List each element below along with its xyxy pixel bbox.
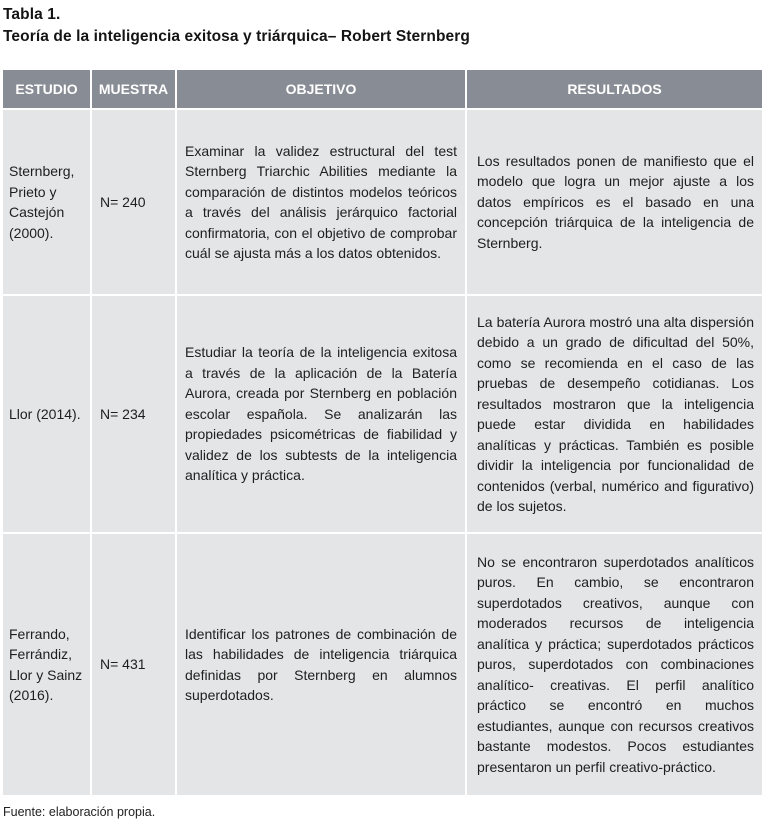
cell-resultados: La batería Aurora mostró una alta dispersión debido a un grado de dificultad del 50%, como se recomienda en el caso de las pruebas de desempeño cotidianas. Los resultados mostraron que la inteligencia puede estar dividida en habilidades analíticas y prácticas. También es posible dividir la inteligencia por funcionalidad de contenidos (verbal, numérico and figurativo) de los sujetos.: [466, 295, 762, 533]
cell-objetivo: Identificar los patrones de combinación de las habilidades de inteligencia triárquica definidas por Sternberg en alumnos superdotados.: [176, 533, 466, 795]
header-estudio: ESTUDIO: [3, 70, 91, 109]
table-header-row: [3, 70, 762, 109]
header-objetivo: OBJETIVO: [176, 70, 466, 109]
table-title: Teoría de la inteligencia exitosa y triárquica– Robert Sternberg: [3, 28, 470, 45]
cell-estudio: Llor (2014).: [3, 295, 91, 533]
table-caption: [3, 4, 470, 48]
header-muestra: MUESTRA: [91, 70, 176, 109]
table-row: [3, 533, 762, 795]
cell-muestra: N= 240: [91, 109, 176, 295]
cell-objetivo: Estudiar la teoría de la inteligencia exitosa a través de la aplicación de la Batería Aurora, creada por Sternberg en población escolar española. Se analizarán las propiedades psicométricas de fiabilidad y validez de los subtests de la inteligencia analítica y práctica.: [176, 295, 466, 533]
cell-estudio: Sternberg, Prieto y Castejón (2000).: [3, 109, 91, 295]
header-resultados: RESULTADOS: [466, 70, 762, 109]
studies-table: [3, 70, 762, 795]
table-number: Tabla 1.: [3, 6, 61, 23]
cell-muestra: N= 234: [91, 295, 176, 533]
table-source-note: Fuente: elaboración propia.: [3, 805, 156, 819]
cell-objetivo: Examinar la validez estructural del test Sternberg Triarchic Abilities mediante la comparación de distintos modelos teóricos a través del análisis jerárquico factorial confirmatoria, con el objetivo de comprobar cuál se ajusta más a los datos obtenidos.: [176, 109, 466, 295]
cell-resultados: No se encontraron superdotados analíticos puros. En cambio, se encontraron superdotados creativos, aunque con moderados recursos de inteligencia analítica y práctica; superdotados prácticos puros, superdotados con combinaciones analítico- creativas. El perfil analítico práctico se encontró en muchos estudiantes, aunque con recursos creativos bastante modestos. Pocos estudiantes presentaron un perfil creativo-práctico.: [466, 533, 762, 795]
cell-resultados: Los resultados ponen de manifiesto que el modelo que logra un mejor ajuste a los datos empíricos es el basado en una concepción triárquica de la inteligencia de Sternberg.: [466, 109, 762, 295]
table-row: [3, 295, 762, 533]
table-row: [3, 109, 762, 295]
cell-estudio: Ferrando, Ferrándiz, Llor y Sainz (2016).: [3, 533, 91, 795]
cell-muestra: N= 431: [91, 533, 176, 795]
